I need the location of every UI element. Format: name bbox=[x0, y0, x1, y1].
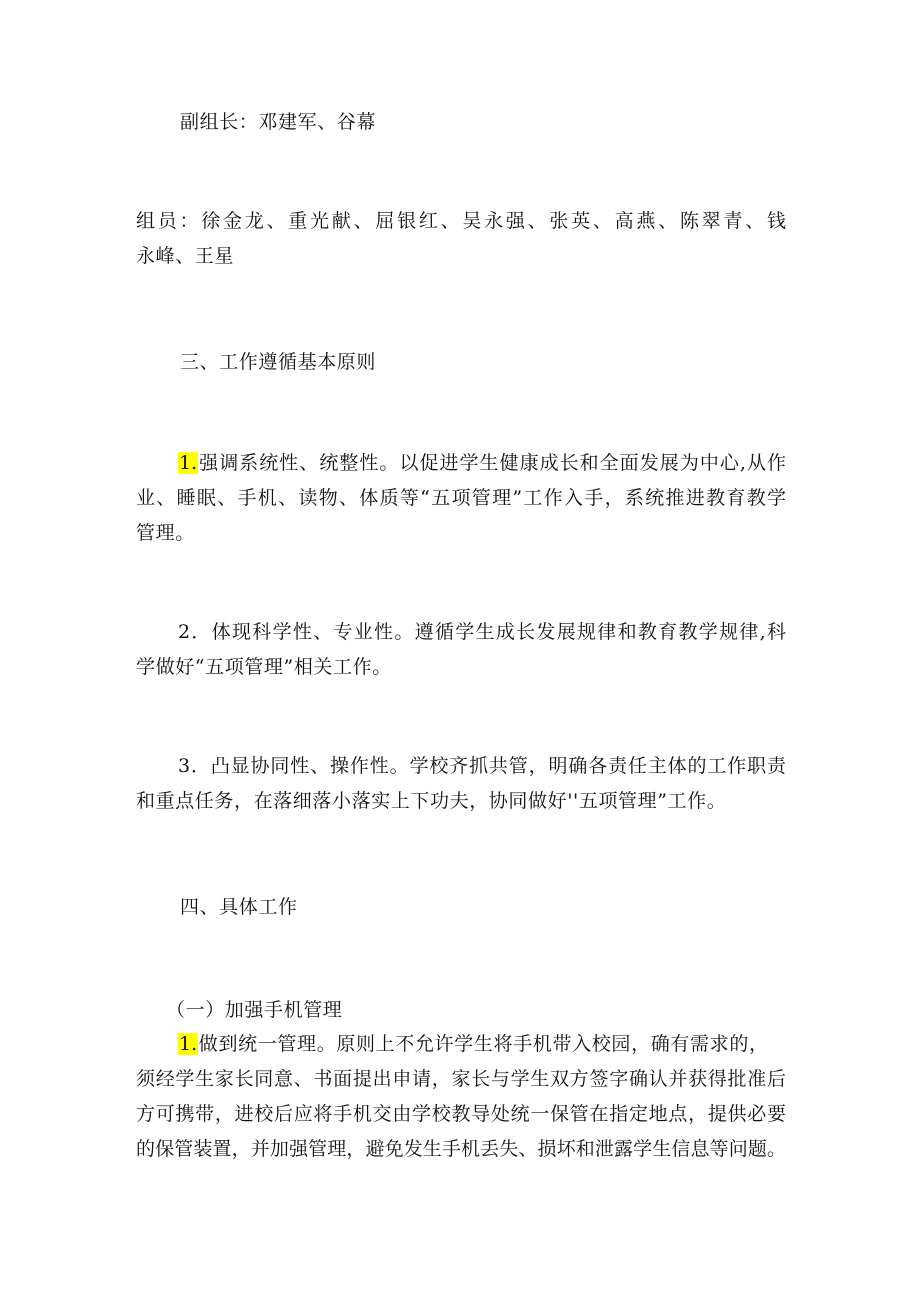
phone-item-1-line-3: 方可携带，进校后应将手机交由学校教导处统一保管在指定地点，提供必要 bbox=[136, 1103, 786, 1125]
principle-1-line-2: 业、睡眠、手机、读物、体质等“五项管理”工作入手，系统推进教育教学 bbox=[136, 487, 786, 509]
principle-1-line-1 bbox=[178, 451, 786, 475]
principle-1-text: 强调系统性、统整性。以促进学生健康成长和全面发展为中心,从作 bbox=[198, 452, 786, 474]
principle-2-line-2: 学做好“五项管理”相关工作。 bbox=[136, 656, 392, 678]
phone-item-1-line-2: 须经学生家长同意、书面提出申请，家长与学生双方签字确认并获得批准后 bbox=[136, 1068, 786, 1090]
principle-3-line-1: 3．凸显协同性、操作性。学校齐抓共管，明确各责任主体的工作职责 bbox=[178, 755, 786, 777]
phone-item-1-line-4: 的保管装置，并加强管理，避免发生手机丢失、损坏和泄露学生信息等问题。 bbox=[136, 1138, 786, 1160]
phone-item-1-line-1 bbox=[178, 1032, 768, 1056]
principle-3-line-2: 和重点任务，在落细落小落实上下功夫，协同做好''五项管理”工作。 bbox=[136, 790, 727, 812]
section-4-heading: 四、具体工作 bbox=[180, 896, 298, 918]
subsection-1-heading: （一）加强手机管理 bbox=[166, 999, 343, 1021]
members-line-2: 永峰、王星 bbox=[136, 245, 235, 267]
highlighted-number: 1. bbox=[179, 1033, 198, 1055]
highlighted-number: 1. bbox=[179, 452, 198, 474]
principle-1-line-3: 管理。 bbox=[136, 522, 195, 544]
vice-leader-line: 副组长：邓建军、谷幕 bbox=[180, 111, 377, 133]
principle-2-line-1: 2．体现科学性、专业性。遵循学生成长发展规律和教育教学规律,科 bbox=[178, 621, 786, 643]
members-line-1: 组员：徐金龙、重光献、屈银红、吴永强、张英、高燕、陈翠青、钱 bbox=[136, 210, 786, 232]
section-3-heading: 三、工作遵循基本原则 bbox=[180, 351, 377, 373]
phone-item-1-text: 做到统一管理。原则上不允许学生将手机带入校园，确有需求的， bbox=[198, 1033, 768, 1055]
